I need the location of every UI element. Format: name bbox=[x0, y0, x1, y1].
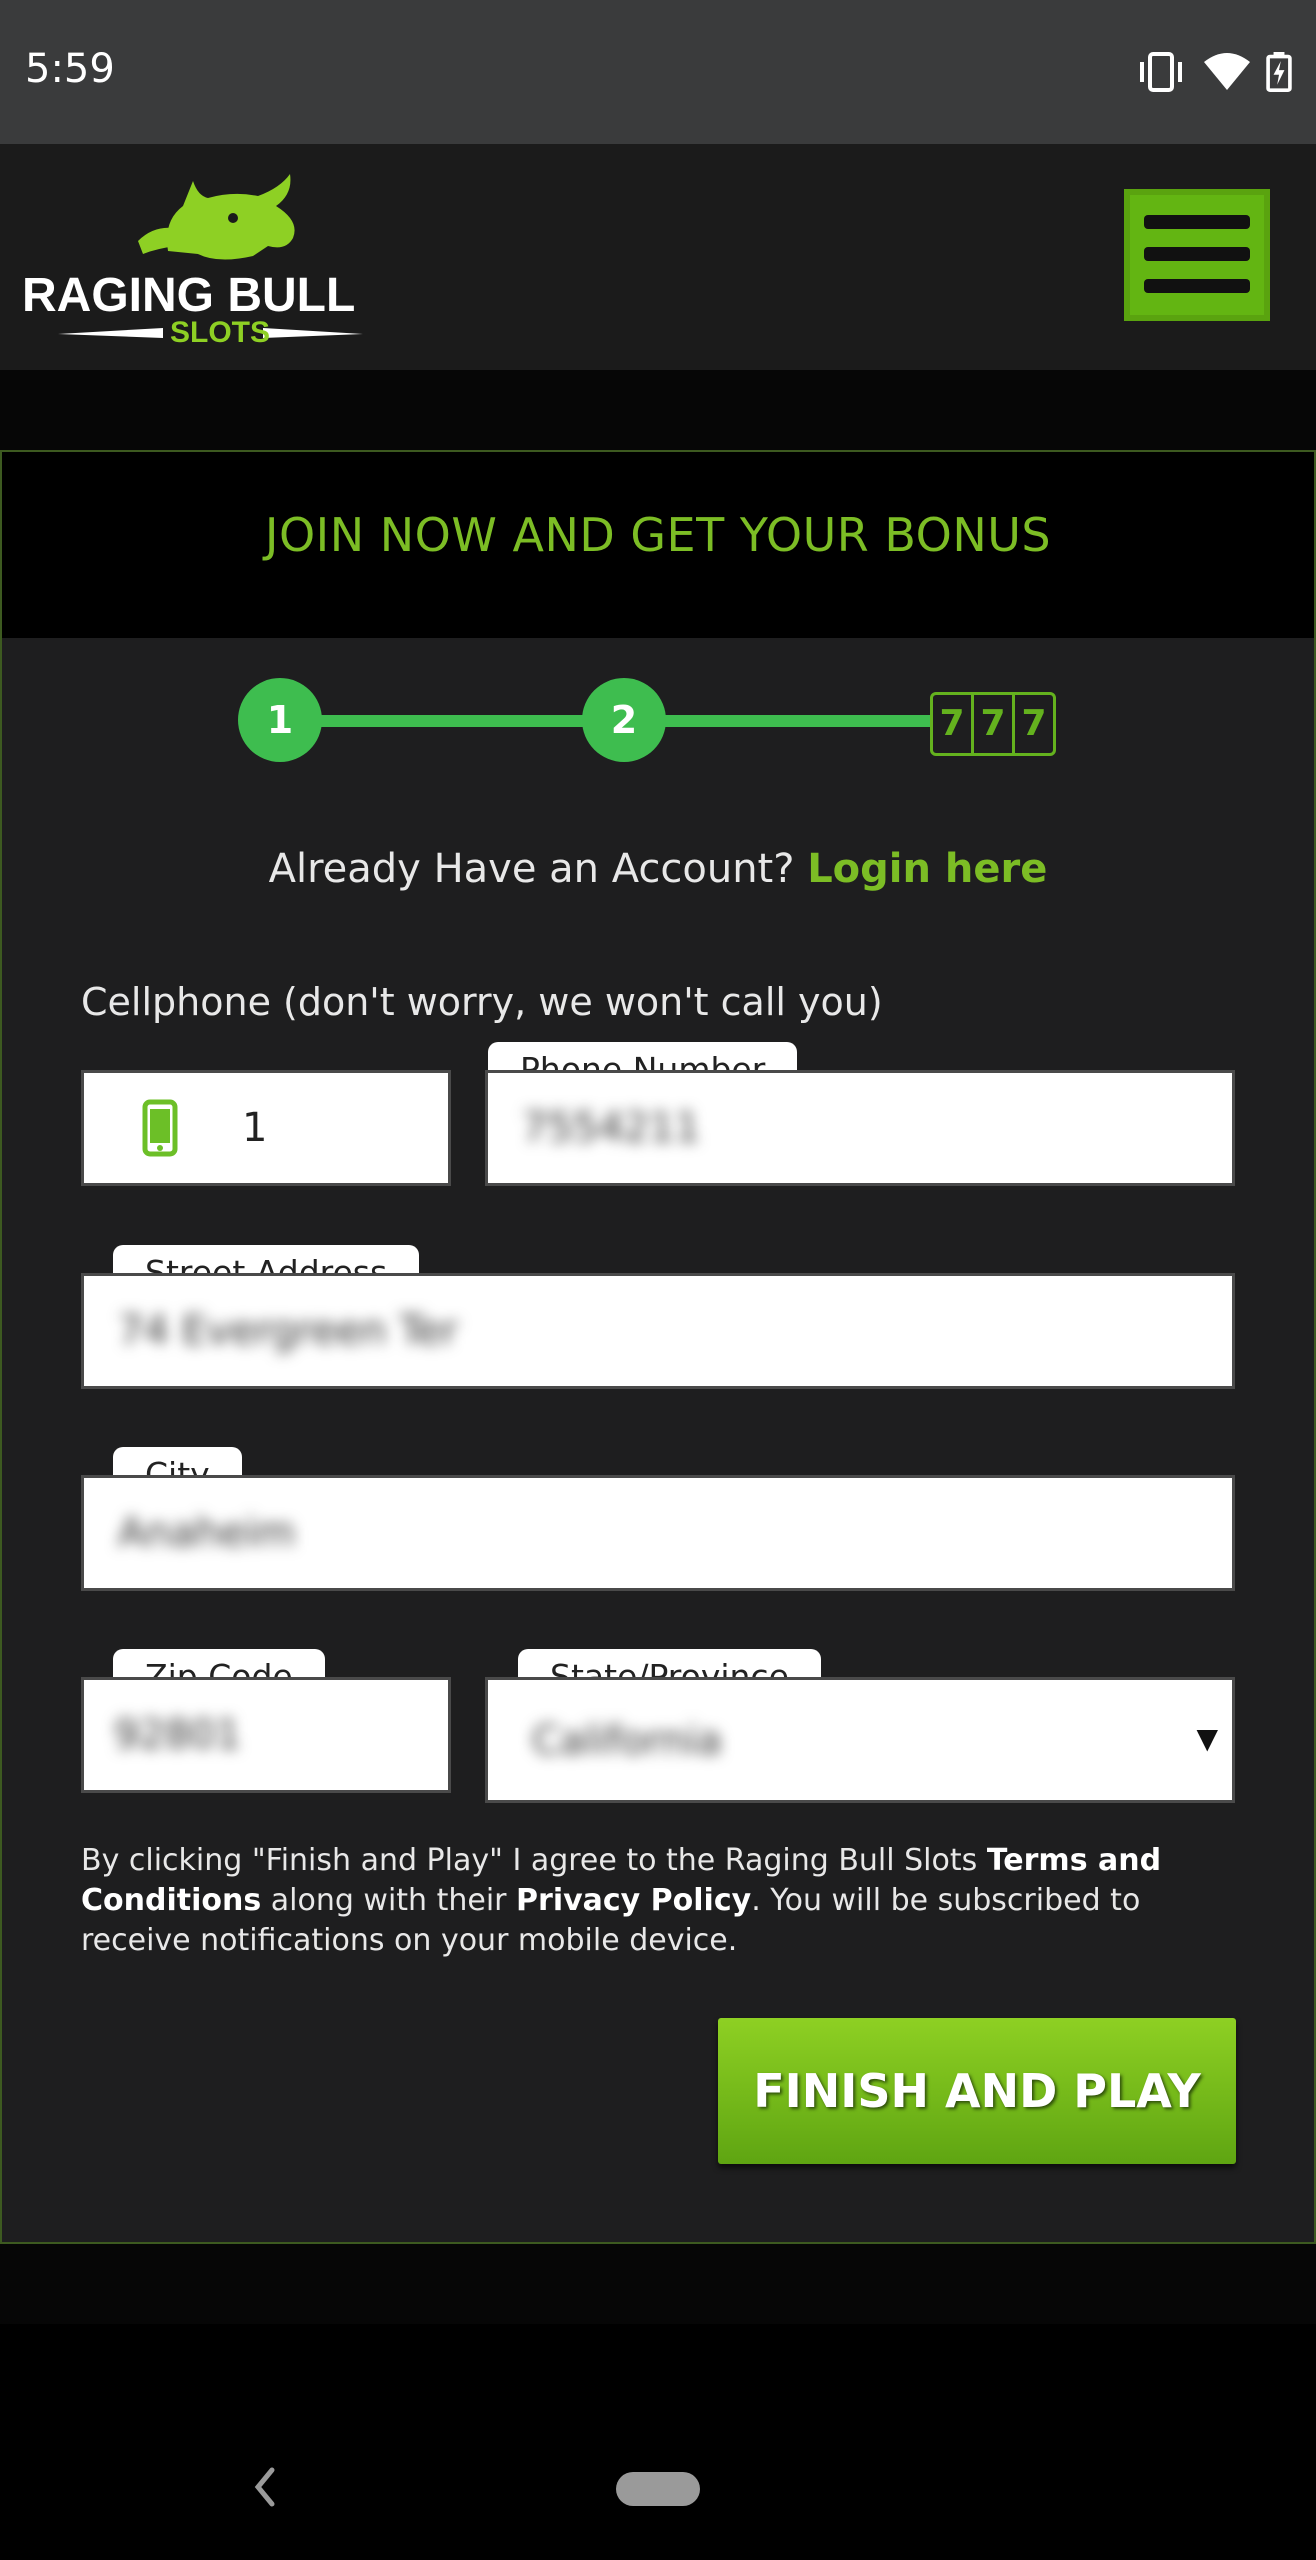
terms-text: along with their bbox=[261, 1883, 517, 1918]
terms-text: . You will be subscribed to receive notifications on your mobile device. bbox=[81, 1883, 1141, 1958]
reel-digit: 7 bbox=[1021, 703, 1047, 744]
street-address-value: 74 Evergreen Ter bbox=[118, 1308, 458, 1354]
raging-bull-logo[interactable] bbox=[18, 166, 408, 346]
login-prompt bbox=[0, 846, 1316, 892]
logo-subtext: SLOTS bbox=[170, 316, 271, 346]
chevron-down-icon: ▼ bbox=[1196, 1722, 1218, 1755]
step-3-slot-reels bbox=[930, 692, 1056, 756]
home-pill[interactable] bbox=[616, 2472, 700, 2506]
country-code-field[interactable] bbox=[81, 1070, 451, 1186]
city-value: Anaheim bbox=[118, 1510, 296, 1556]
hamburger-bar bbox=[1144, 279, 1250, 293]
step-connector bbox=[620, 715, 930, 727]
cellphone-label: Cellphone (don't worry, we won't call you) bbox=[81, 980, 883, 1024]
terms-text: By clicking "Finish and Play" I agree to the Raging Bull Slots bbox=[81, 1843, 987, 1878]
status-bar bbox=[0, 0, 1316, 144]
system-nav-bar bbox=[0, 2324, 1316, 2560]
reel-digit: 7 bbox=[974, 695, 1015, 753]
phone-number-input[interactable] bbox=[485, 1070, 1235, 1186]
wifi-icon bbox=[1202, 52, 1252, 92]
terms-link[interactable]: Terms and Conditions bbox=[81, 1843, 1162, 1918]
logo-text: RAGING BULL bbox=[22, 269, 356, 322]
state-province-select[interactable] bbox=[485, 1677, 1235, 1803]
status-time: 5:59 bbox=[25, 46, 115, 92]
finish-and-play-button[interactable]: FINISH AND PLAY bbox=[718, 2018, 1236, 2164]
phone-number-value: 7554211 bbox=[522, 1105, 701, 1151]
vibrate-icon bbox=[1138, 52, 1184, 92]
reel-digit: 7 bbox=[933, 695, 974, 753]
banner-title: JOIN NOW AND GET YOUR BONUS bbox=[264, 508, 1052, 562]
hamburger-bar bbox=[1144, 247, 1250, 261]
terms-notice bbox=[81, 1841, 1241, 1961]
city-input[interactable] bbox=[81, 1475, 1235, 1591]
phone-icon bbox=[142, 1099, 178, 1157]
country-code-value: 1 bbox=[242, 1105, 268, 1151]
privacy-link[interactable]: Privacy Policy bbox=[516, 1883, 752, 1918]
step-connector bbox=[280, 715, 600, 727]
login-prompt-text: Already Have an Account? bbox=[268, 846, 795, 892]
state-province-value: California bbox=[532, 1718, 722, 1764]
zip-code-input[interactable] bbox=[81, 1677, 451, 1793]
background-strip bbox=[0, 2244, 1316, 2324]
step-1-indicator: 1 bbox=[238, 678, 322, 762]
hamburger-menu-icon bbox=[1144, 215, 1250, 229]
menu-button[interactable] bbox=[1124, 189, 1270, 321]
login-link[interactable]: Login here bbox=[807, 846, 1048, 892]
zip-code-value: 92801 bbox=[114, 1712, 242, 1758]
street-address-input[interactable] bbox=[81, 1273, 1235, 1389]
back-icon[interactable] bbox=[250, 2462, 280, 2512]
step-2-indicator: 2 bbox=[582, 678, 666, 762]
background-strip bbox=[0, 370, 1316, 450]
battery-charging-icon bbox=[1264, 52, 1294, 92]
